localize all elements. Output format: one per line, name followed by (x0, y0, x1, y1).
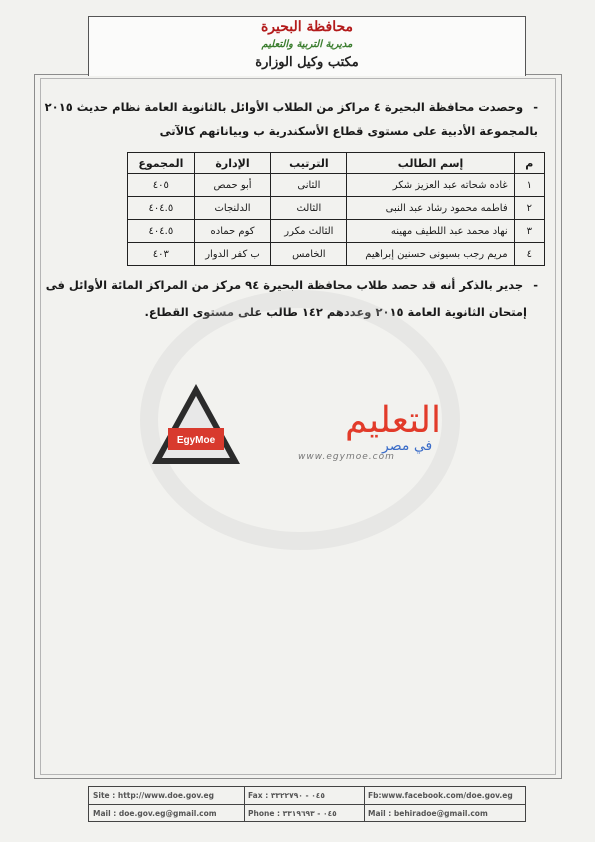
row-number: ٤ (514, 243, 544, 266)
egymoe-url: www.egymoe.com (298, 452, 395, 462)
row-number: ٢ (514, 197, 544, 220)
intro-text-2: بالمجموعة الأدبية على مستوى قطاع الأسكندرية ب وبياناتهم كالآتى (159, 124, 538, 138)
student-total: ٤٠٤.٥ (128, 197, 195, 220)
table-row (128, 197, 545, 220)
student-total: ٤٠٤.٥ (128, 220, 195, 243)
student-rank: الثالث (271, 197, 347, 220)
note-text-2: إمتحان الثانوية العامة ٢٠١٥ وعددهم ١٤٢ طالب على مستوى القطاع. (144, 305, 527, 319)
footer-fax: Fax : ٠٤٥ - ٣٣٢٢٧٩٠ (248, 791, 325, 800)
column-header-rank: الترتيب (271, 153, 347, 174)
student-name: غاده شحاته عبد العزيز شكر (347, 174, 514, 197)
letterhead (88, 16, 526, 76)
student-administration: كوم حماده (194, 220, 271, 243)
intro-line-2 (160, 124, 538, 138)
column-header-student-name: إسم الطالب (347, 153, 514, 174)
egymoe-title: التعليم (345, 400, 441, 441)
footer-mail: Mail : doe.gov.eg@gmail.com (93, 809, 217, 818)
student-rank: الثانى (271, 174, 347, 197)
row-number: ١ (514, 174, 544, 197)
footer-phone: Phone : ٠٤٥ - ٣٣١٩٦٩٣ (248, 809, 337, 818)
intro-text-1: وحصدت محافظة البحيرة ٤ مراكز من الطلاب الأوائل بالثانوية العامة نظام حديث ٢٠١٥ (44, 100, 524, 114)
egymoe-logo-icon (150, 380, 242, 472)
column-header-number: م (514, 153, 544, 174)
governorate-name: محافظة البحيرة (260, 19, 354, 35)
intro-line-1 (45, 100, 538, 114)
student-total: ٤٠٣ (128, 243, 195, 266)
egymoe-subtitle: في مصر (382, 438, 433, 454)
footer-divider (89, 804, 525, 805)
contact-footer (88, 786, 526, 822)
student-rank: الخامس (271, 243, 347, 266)
student-administration: أبو حمص (194, 174, 271, 197)
results-table (127, 152, 545, 266)
row-number: ٣ (514, 220, 544, 243)
student-total: ٤٠٥ (128, 174, 195, 197)
footer-mail-2: Mail : behiradoe@gmail.com (368, 809, 488, 818)
note-bullet: - (533, 278, 538, 292)
column-header-total: المجموع (128, 153, 195, 174)
student-administration: الدلنجات (194, 197, 271, 220)
table-row (128, 174, 545, 197)
student-rank: الثالث مكرر (271, 220, 347, 243)
student-administration: ب كفر الدوار (194, 243, 271, 266)
table-row (128, 220, 545, 243)
intro-bullet: - (533, 100, 538, 114)
directorate-name: مديرية التربية والتعليم (261, 39, 353, 50)
student-name: نهاد محمد عبد اللطيف مهينه (347, 220, 514, 243)
table-header-row (128, 153, 545, 174)
egymoe-logo-text: EgyMoe (176, 435, 216, 446)
student-name: مريم رجب بسيونى حسنين إبراهيم (347, 243, 514, 266)
note-text-1: جدير بالذكر أنه قد حصد طلاب محافظة البحيرة ٩٤ مركز من المراكز المائة الأوائل فى (45, 278, 524, 292)
table-row (128, 243, 545, 266)
footer-site: Site : http://www.doe.gov.eg (93, 791, 214, 800)
column-header-administration: الإدارة (194, 153, 271, 174)
office-name: مكتب وكيل الوزارة (255, 55, 359, 70)
student-name: فاطمه محمود رشاد عبد النبى (347, 197, 514, 220)
footer-facebook: Fb:www.facebook.com/doe.gov.eg (368, 791, 513, 800)
